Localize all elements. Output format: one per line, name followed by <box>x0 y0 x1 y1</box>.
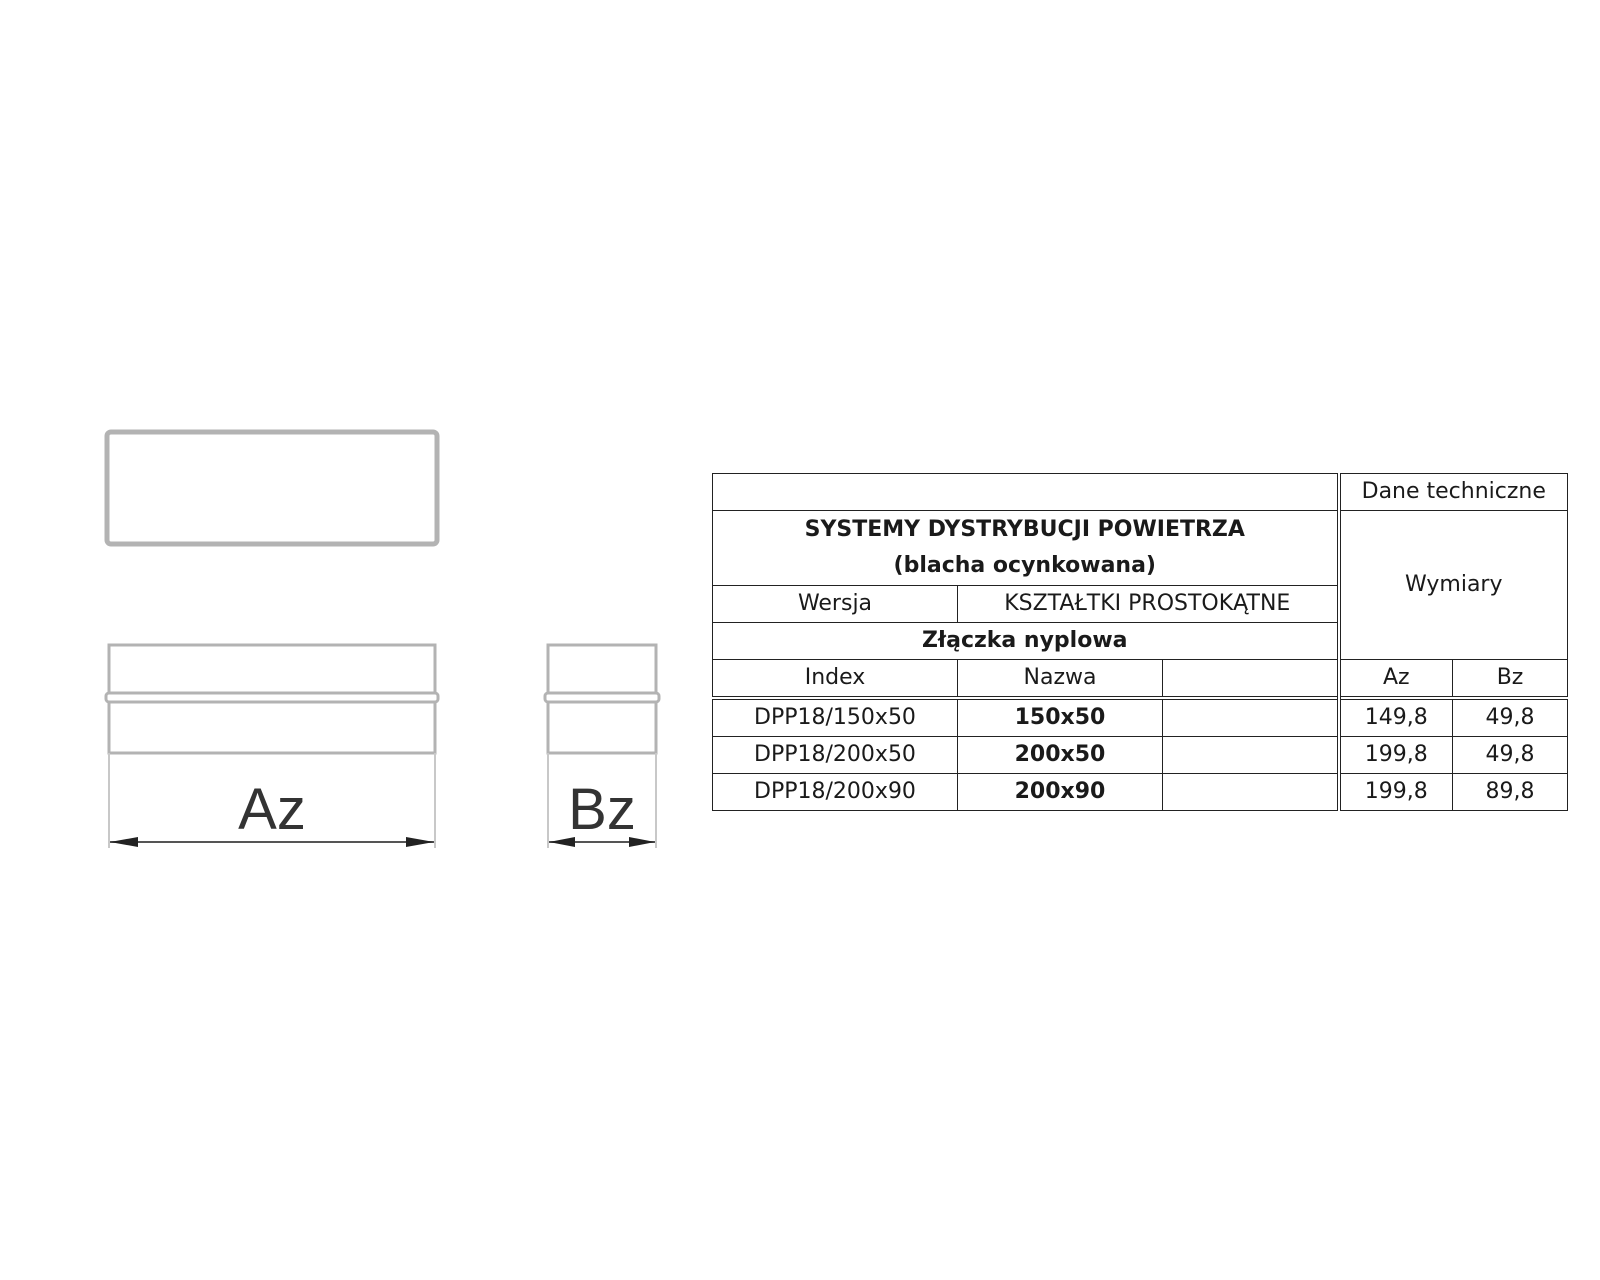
row-az: 199,8 <box>1339 774 1453 811</box>
column-header-empty <box>1163 660 1339 699</box>
az-label: Az <box>238 777 306 842</box>
header-row-title <box>713 511 1568 586</box>
table-row <box>713 737 1568 774</box>
column-header-bz: Bz <box>1453 660 1568 699</box>
row-bz: 89,8 <box>1453 774 1568 811</box>
az-arrow-right <box>406 837 434 847</box>
wymiary-header: Wymiary <box>1339 511 1568 660</box>
spec-table <box>712 473 1568 811</box>
row-nazwa: 150x50 <box>958 698 1163 737</box>
row-bz: 49,8 <box>1453 698 1568 737</box>
column-header-index: Index <box>713 660 958 699</box>
row-az: 199,8 <box>1339 737 1453 774</box>
row-extra <box>1163 774 1339 811</box>
row-nazwa: 200x90 <box>958 774 1163 811</box>
table-title-line2: (blacha ocynkowana) <box>893 553 1156 578</box>
header-row-top <box>713 474 1568 511</box>
row-index: DPP18/150x50 <box>713 698 958 737</box>
row-nazwa: 200x50 <box>958 737 1163 774</box>
row-bz: 49,8 <box>1453 737 1568 774</box>
row-index: DPP18/200x90 <box>713 774 958 811</box>
wersja-value: KSZTAŁTKI PROSTOKĄTNE <box>958 586 1339 623</box>
column-header-row <box>713 660 1568 699</box>
side-view-az-bead <box>106 693 438 702</box>
dane-techniczne-header: Dane techniczne <box>1339 474 1568 511</box>
table-row <box>713 774 1568 811</box>
table-title-line1: SYSTEMY DYSTRYBUCJI POWIETRZA <box>804 517 1245 542</box>
side-view-bz-bead <box>545 693 659 702</box>
column-header-nazwa: Nazwa <box>958 660 1163 699</box>
row-az: 149,8 <box>1339 698 1453 737</box>
side-view-bz <box>545 645 659 848</box>
header-empty-cell <box>713 474 1339 511</box>
table-title <box>713 511 1339 586</box>
table-row <box>713 698 1568 737</box>
wersja-label: Wersja <box>713 586 958 623</box>
row-extra <box>1163 737 1339 774</box>
front-view-outline <box>107 432 437 544</box>
az-arrow-left <box>110 837 138 847</box>
bz-label: Bz <box>568 777 636 842</box>
technical-drawing <box>0 0 700 900</box>
side-view-az <box>106 645 438 848</box>
row-index: DPP18/200x50 <box>713 737 958 774</box>
row-extra <box>1163 698 1339 737</box>
column-header-az: Az <box>1339 660 1453 699</box>
product-name: Złączka nyplowa <box>713 623 1339 660</box>
